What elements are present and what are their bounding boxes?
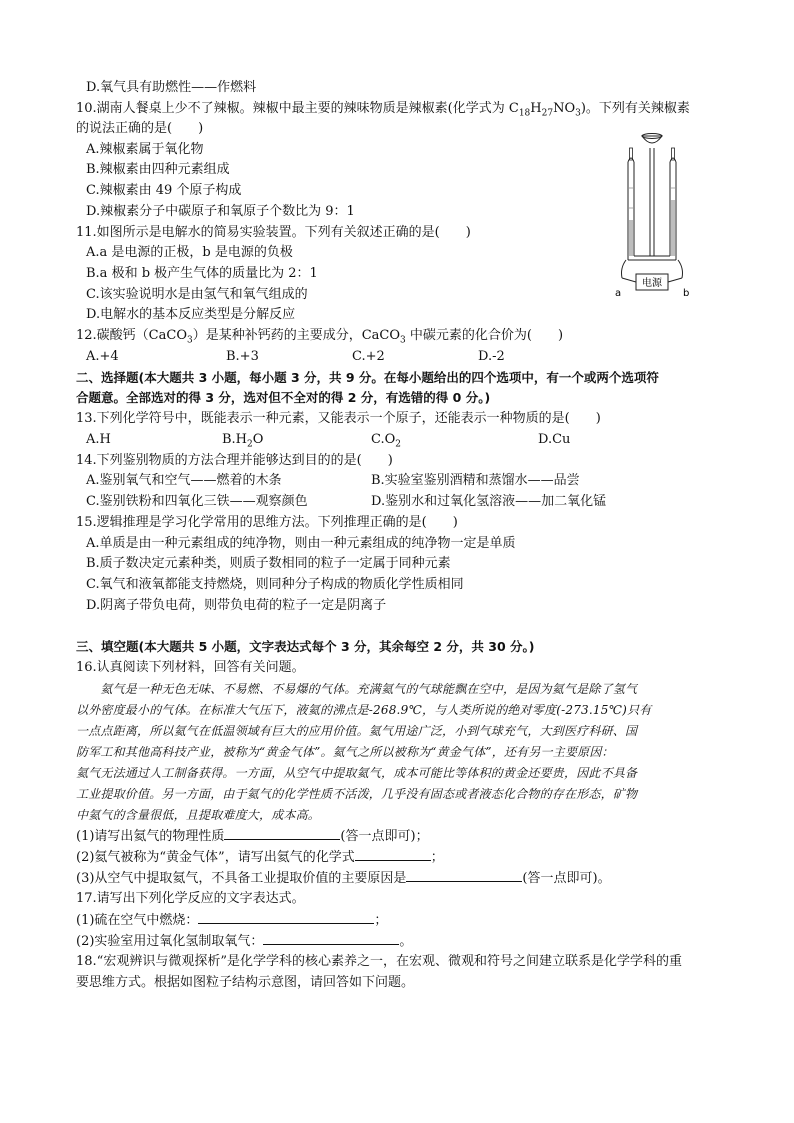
q16-s2-tail: ； (430, 850, 444, 865)
electrode-b-label: b (683, 288, 690, 299)
q10-h: H (530, 101, 542, 116)
q16-passage-line3: 一点点距离，所以氦气在低温领域有巨大的应用价值。氦气用途广泛，小到气球充气，大到医疗科研、国 (76, 724, 638, 738)
q13-b-tail: O (252, 432, 264, 447)
q17-s1-end: ； (374, 913, 388, 928)
q16-passage-line7: 中氦气的含量很低，且提取难度大，成本高。 (76, 808, 321, 822)
electrolysis-apparatus-diagram (612, 128, 692, 303)
q10-option-a: A.辣椒素属于氧化物 (86, 142, 204, 157)
q12-sub-3a: 3 (186, 335, 193, 346)
q17-subquestion-1 (76, 911, 387, 930)
q14-option-d: D.鉴别水和过氧化氢溶液——加二氧化锰 (371, 494, 607, 509)
q16-passage-line2: 以外密度最小的气体。在标准大气压下，液氦的沸点是-268.9℃，与人类所说的绝对零度(-273.15℃)只有 (76, 703, 652, 717)
q13-b-sub: 2 (247, 439, 253, 450)
q12-option-d: D.-2 (478, 349, 505, 364)
q11-option-c: C.该实验说明水是由氢气和氧气组成的 (86, 287, 308, 302)
q16-s1-answer-blank[interactable] (224, 827, 340, 840)
q16-subquestion-3 (76, 869, 611, 888)
q16-passage-line5: 氦气无法通过人工制备获得。一方面，从空气中提取氦气，成本可能比等体积的黄金还要贵，因此不具备 (76, 766, 638, 780)
q13-option-b (222, 431, 263, 449)
q17-stem: 17.请写出下列化学反应的文字表达式。 (76, 891, 305, 906)
q12-stem-mid: ）是某种补钙药的主要成分，CaCO (192, 328, 401, 343)
q12-option-c: C.+2 (352, 349, 385, 364)
q12-stem-tail: 中碳元素的化合价为( ) (405, 328, 564, 343)
q16-s3-answer-blank[interactable] (406, 869, 522, 882)
q12-stem (76, 327, 563, 345)
q10-stem-text: 10.湖南人餐桌上少不了辣椒。辣椒中最主要的辣味物质是辣椒素(化学式为 C (76, 101, 519, 116)
q13-c-sub: 2 (395, 439, 402, 450)
q16-passage-line1: 氦气是一种无色无味、不易燃、不易爆的气体。充满氦气的气球能飘在空中，是因为氦气是除了氢气 (76, 682, 638, 696)
q17-subquestion-2 (76, 932, 412, 951)
q16-passage-line6: 工业提取价值。另一方面，由于氦气的化学性质不活泼，几乎没有固态或者液态化合物的存在形态，矿物 (76, 787, 638, 801)
q17-s1-text: (1)硫在空气中燃烧： (76, 913, 199, 928)
q16-s3-text: (3)从空气中提取氦气，不具备工业提取价值的主要原因是 (76, 871, 407, 886)
q10-no: NO (553, 101, 576, 116)
q16-stem: 16.认真阅读下列材料，回答有关问题。 (76, 660, 305, 675)
q17-s2-text: (2)实验室用过氧化氢制取氧气： (76, 934, 264, 949)
q16-s1-text: (1)请写出氦气的物理性质 (76, 829, 225, 844)
q10-option-c: C.辣椒素由 49 个原子构成 (86, 183, 242, 198)
q13-option-d: D.Cu (538, 432, 571, 447)
q18-stem-line1: 18.“宏观辨识与微观探析”是化学学科的核心素养之一，在宏观、微观和符号之间建立联系是化学学科的重 (76, 954, 682, 969)
section2-heading-line1: 二、选择题(本大题共 3 小题，每小题 3 分，共 9 分。在每小题给出的四个选项中，有一个或两个选项符 (76, 370, 659, 385)
q11-option-d: D.电解水的基本反应类型是分解反应 (86, 307, 296, 322)
q15-stem: 15.逻辑推理是学习化学常用的思维方法。下列推理正确的是( ) (76, 515, 458, 530)
q14-option-b: B.实验室鉴别酒精和蒸馏水——品尝 (371, 473, 580, 488)
q10-option-d: D.辣椒素分子中碳原子和氧原子个数比为 9：1 (86, 204, 355, 219)
q12-option-b: B.+3 (226, 349, 259, 364)
q10-stem-tail: )。下列有关辣椒素 (580, 101, 690, 116)
q10-sub-27: 27 (541, 108, 554, 119)
q11-option-b: B.a 极和 b 极产生气体的质量比为 2：1 (86, 266, 318, 281)
q13-b-text: B.H (222, 432, 248, 447)
q16-passage-line4: 防军工和其他高科技产业，被称为“黄金气体”。氦气之所以被称为“黄金气体”，还有另一主要原因： (76, 745, 614, 759)
q13-c-text: C.O (371, 432, 396, 447)
q11-option-a: A.a 是电源的正极，b 是电源的负极 (86, 245, 293, 260)
q14-option-c: C.鉴别铁粉和四氧化三铁——观察颜色 (86, 494, 308, 509)
q17-s1-answer-blank[interactable] (198, 911, 374, 924)
q11-stem: 11.如图所示是电解水的简易实验装置。下列有关叙述正确的是( ) (76, 225, 471, 240)
q10-sub-3: 3 (575, 108, 581, 119)
q16-s3-tail: (答一点即可)。 (522, 871, 611, 886)
q14-stem: 14.下列鉴别物质的方法合理并能够达到目的的是( ) (76, 453, 393, 468)
q12-option-a: A.+4 (86, 349, 119, 364)
q13-stem: 13.下列化学符号中，既能表示一种元素，又能表示一个原子，还能表示一种物质的是( ) (76, 411, 601, 426)
q18-stem-line2: 要思维方式。根据如图粒子结构示意图，请回答如下问题。 (76, 975, 415, 990)
q12-stem-text: 12.碳酸钙（CaCO (76, 328, 187, 343)
q16-s1-tail: (答一点即可)； (340, 829, 429, 844)
q13-option-a: A.H (86, 432, 111, 447)
section3-heading: 三、填空题(本大题共 5 小题，文字表达式每个 3 分，其余每空 2 分，共 30 分。) (76, 639, 535, 654)
q16-s2-answer-blank[interactable] (355, 848, 431, 861)
q16-subquestion-2 (76, 848, 444, 867)
q16-subquestion-1 (76, 827, 429, 846)
power-source-label: 电源 (642, 278, 662, 289)
q10-stem-line2: 的说法正确的是( ) (76, 121, 204, 136)
q15-option-d: D.阴离子带负电荷，则带负电荷的粒子一定是阴离子 (86, 598, 387, 613)
q9-option-d: D.氧气具有助燃性——作燃料 (86, 80, 257, 95)
q15-option-a: A.单质是由一种元素组成的纯净物，则由一种元素组成的纯净物一定是单质 (86, 536, 516, 551)
q14-option-a: A.鉴别氧气和空气——燃着的木条 (86, 473, 282, 488)
electrode-a-label: a (615, 288, 622, 299)
q13-option-c (371, 431, 401, 449)
section2-heading-line2: 合题意。全部选对的得 3 分，选对但不全对的得 2 分，有选错的得 0 分。) (76, 390, 491, 405)
q10-option-b: B.辣椒素由四种元素组成 (86, 162, 230, 177)
q15-option-b: B.质子数决定元素种类，则质子数相同的粒子一定属于同种元素 (86, 556, 451, 571)
q10-sub-18: 18 (518, 108, 531, 119)
q12-sub-3b: 3 (400, 335, 406, 346)
q15-option-c: C.氧气和液氧都能支持燃烧，则同种分子构成的物质化学性质相同 (86, 577, 464, 592)
q10-stem-line1 (76, 100, 690, 118)
q17-s2-end: 。 (399, 934, 413, 949)
q17-s2-answer-blank[interactable] (263, 932, 399, 945)
q16-s2-text: (2)氦气被称为“黄金气体”，请写出氦气的化学式 (76, 850, 355, 865)
